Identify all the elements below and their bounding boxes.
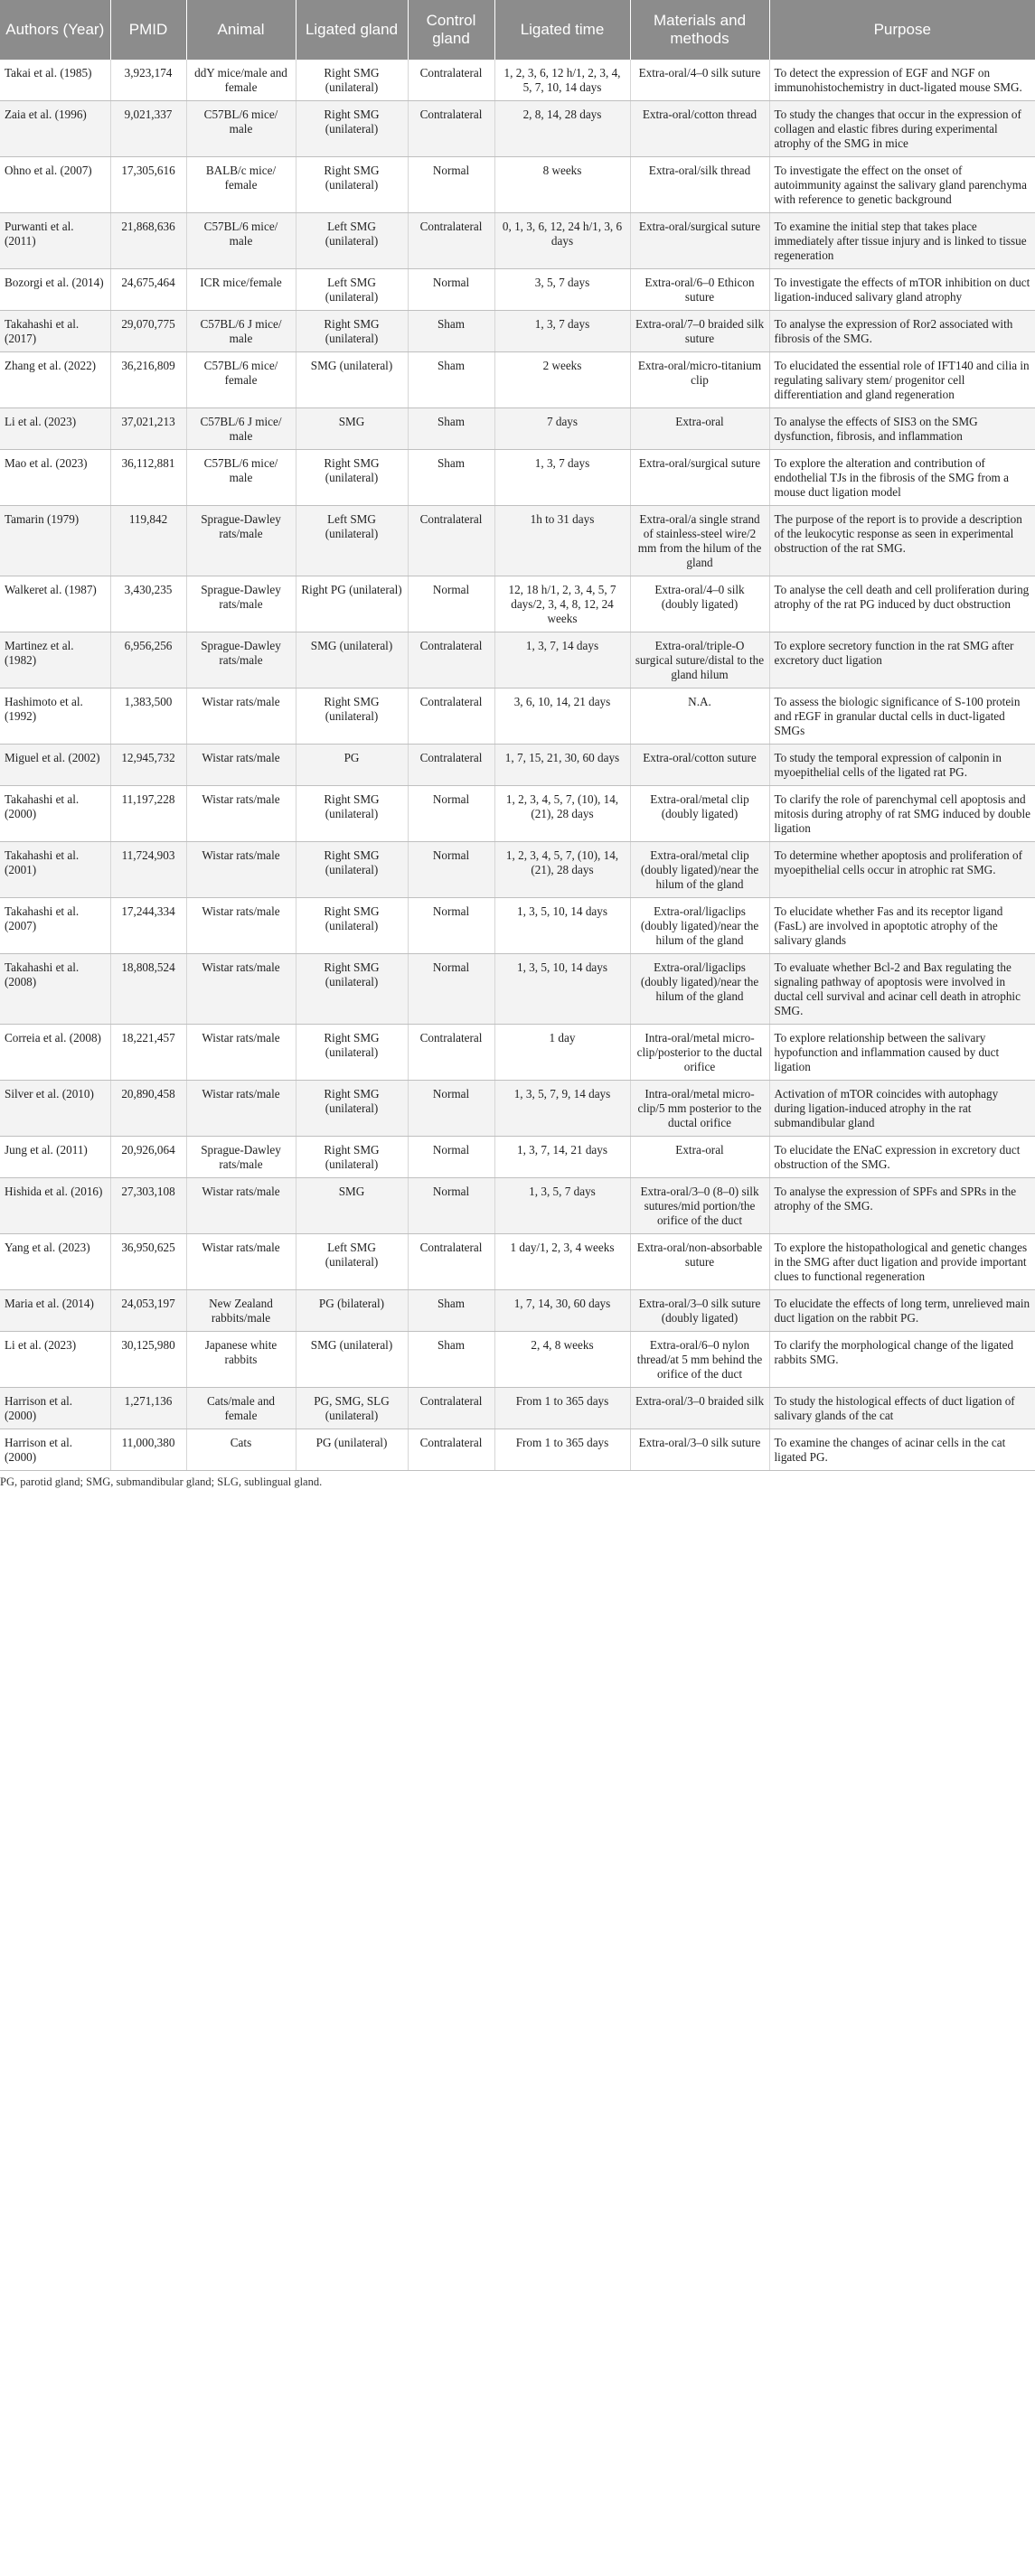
table-row	[0, 898, 1035, 954]
cell-authors-year: Martinez et al. (1982)	[0, 632, 110, 688]
cell-materials-and-methods: Extra-oral/ligaclips (doubly ligated)/near the hilum of the gland	[630, 954, 769, 1025]
table-row	[0, 842, 1035, 898]
cell-ligated-gland: Right SMG (unilateral)	[296, 60, 408, 101]
cell-purpose: To elucidate the effects of long term, unrelieved main duct ligation on the rabbit PG.	[769, 1290, 1035, 1332]
table-row	[0, 352, 1035, 408]
cell-control-gland: Contralateral	[408, 101, 494, 157]
cell-materials-and-methods: Extra-oral/cotton suture	[630, 745, 769, 786]
cell-purpose: To elucidate the ENaC expression in excretory duct obstruction of the SMG.	[769, 1137, 1035, 1178]
cell-animal: C57BL/6 mice/ male	[186, 101, 296, 157]
cell-ligated-time: 1 day/1, 2, 3, 4 weeks	[494, 1234, 630, 1290]
table-row	[0, 688, 1035, 745]
cell-ligated-gland: Right SMG (unilateral)	[296, 842, 408, 898]
cell-pmid: 11,197,228	[110, 786, 186, 842]
cell-control-gland: Contralateral	[408, 506, 494, 576]
cell-purpose: To assess the biologic significance of S-100 protein and rEGF in granular ductal cells in duct-ligated SMGs	[769, 688, 1035, 745]
cell-authors-year: Tamarin (1979)	[0, 506, 110, 576]
cell-animal: New Zealand rabbits/male	[186, 1290, 296, 1332]
cell-purpose: To analyse the expression of Ror2 associated with fibrosis of the SMG.	[769, 311, 1035, 352]
cell-ligated-gland: Right SMG (unilateral)	[296, 786, 408, 842]
cell-purpose: To elucidated the essential role of IFT140 and cilia in regulating salivary stem/ progenitor cell differentiation and gland regeneration	[769, 352, 1035, 408]
cell-materials-and-methods: Extra-oral/3–0 silk suture	[630, 1429, 769, 1471]
cell-control-gland: Normal	[408, 786, 494, 842]
cell-authors-year: Harrison et al. (2000)	[0, 1429, 110, 1471]
cell-purpose: To investigate the effects of mTOR inhibition on duct ligation-induced salivary gland atrophy	[769, 269, 1035, 311]
cell-ligated-gland: Right SMG (unilateral)	[296, 311, 408, 352]
cell-authors-year: Jung et al. (2011)	[0, 1137, 110, 1178]
cell-control-gland: Sham	[408, 408, 494, 450]
cell-animal: Sprague-Dawley rats/male	[186, 576, 296, 632]
cell-ligated-gland: PG	[296, 745, 408, 786]
cell-pmid: 1,271,136	[110, 1388, 186, 1429]
cell-pmid: 119,842	[110, 506, 186, 576]
cell-control-gland: Sham	[408, 1332, 494, 1388]
cell-animal: C57BL/6 J mice/ male	[186, 408, 296, 450]
cell-pmid: 27,303,108	[110, 1178, 186, 1234]
header-ligated-gland: Ligated gland	[296, 0, 408, 60]
table-row	[0, 101, 1035, 157]
cell-ligated-gland: SMG (unilateral)	[296, 352, 408, 408]
cell-pmid: 18,221,457	[110, 1025, 186, 1081]
table-row	[0, 1388, 1035, 1429]
cell-purpose: To study the histological effects of duct ligation of salivary glands of the cat	[769, 1388, 1035, 1429]
table-row	[0, 1332, 1035, 1388]
cell-animal: Sprague-Dawley rats/male	[186, 632, 296, 688]
cell-animal: Wistar rats/male	[186, 786, 296, 842]
cell-materials-and-methods: Extra-oral/ligaclips (doubly ligated)/near the hilum of the gland	[630, 898, 769, 954]
cell-purpose: To analyse the effects of SIS3 on the SMG dysfunction, fibrosis, and inflammation	[769, 408, 1035, 450]
cell-animal: Wistar rats/male	[186, 1081, 296, 1137]
cell-authors-year: Hishida et al. (2016)	[0, 1178, 110, 1234]
cell-ligated-gland: Right SMG (unilateral)	[296, 101, 408, 157]
table-row	[0, 157, 1035, 213]
cell-ligated-time: 7 days	[494, 408, 630, 450]
cell-ligated-time: 1, 3, 7, 14, 21 days	[494, 1137, 630, 1178]
cell-materials-and-methods: Intra-oral/metal micro-clip/posterior to the ductal orifice	[630, 1025, 769, 1081]
cell-authors-year: Hashimoto et al. (1992)	[0, 688, 110, 745]
cell-purpose: To clarify the role of parenchymal cell apoptosis and mitosis during atrophy of rat SMG induced by double ligation	[769, 786, 1035, 842]
cell-control-gland: Sham	[408, 352, 494, 408]
table-row	[0, 311, 1035, 352]
cell-ligated-time: From 1 to 365 days	[494, 1388, 630, 1429]
cell-purpose: To explore the alteration and contribution of endothelial TJs in the fibrosis of the SMG from a mouse duct ligation model	[769, 450, 1035, 506]
cell-pmid: 24,053,197	[110, 1290, 186, 1332]
header-ligated-time: Ligated time	[494, 0, 630, 60]
cell-ligated-time: 1, 3, 5, 7, 9, 14 days	[494, 1081, 630, 1137]
header-animal: Animal	[186, 0, 296, 60]
cell-authors-year: Mao et al. (2023)	[0, 450, 110, 506]
cell-animal: C57BL/6 mice/ male	[186, 213, 296, 269]
header-pmid: PMID	[110, 0, 186, 60]
cell-pmid: 36,950,625	[110, 1234, 186, 1290]
cell-ligated-gland: Right SMG (unilateral)	[296, 157, 408, 213]
cell-pmid: 36,112,881	[110, 450, 186, 506]
cell-control-gland: Contralateral	[408, 1234, 494, 1290]
cell-materials-and-methods: Extra-oral/cotton thread	[630, 101, 769, 157]
cell-animal: Wistar rats/male	[186, 1178, 296, 1234]
cell-ligated-gland: SMG	[296, 1178, 408, 1234]
table-footnote: PG, parotid gland; SMG, submandibular gland; SLG, sublingual gland.	[0, 1475, 323, 1488]
cell-animal: C57BL/6 mice/ female	[186, 352, 296, 408]
cell-ligated-time: 1, 3, 7, 14 days	[494, 632, 630, 688]
cell-ligated-time: 1, 2, 3, 4, 5, 7, (10), 14, (21), 28 days	[494, 842, 630, 898]
cell-purpose: To examine the changes of acinar cells in the cat ligated PG.	[769, 1429, 1035, 1471]
table-row	[0, 213, 1035, 269]
cell-authors-year: Walkeret al. (1987)	[0, 576, 110, 632]
header-authors-year: Authors (Year)	[0, 0, 110, 60]
cell-control-gland: Normal	[408, 576, 494, 632]
cell-control-gland: Normal	[408, 269, 494, 311]
cell-purpose: To analyse the cell death and cell proliferation during atrophy of the rat PG induced by duct obstruction	[769, 576, 1035, 632]
table-row	[0, 576, 1035, 632]
cell-authors-year: Yang et al. (2023)	[0, 1234, 110, 1290]
cell-ligated-gland: Right PG (unilateral)	[296, 576, 408, 632]
cell-ligated-gland: Right SMG (unilateral)	[296, 898, 408, 954]
cell-pmid: 20,926,064	[110, 1137, 186, 1178]
table-row	[0, 408, 1035, 450]
cell-materials-and-methods: Extra-oral/a single strand of stainless-steel wire/2 mm from the hilum of the gland	[630, 506, 769, 576]
cell-ligated-time: 1, 2, 3, 4, 5, 7, (10), 14, (21), 28 days	[494, 786, 630, 842]
cell-animal: BALB/c mice/ female	[186, 157, 296, 213]
cell-animal: Wistar rats/male	[186, 1234, 296, 1290]
table-row	[0, 1025, 1035, 1081]
cell-animal: C57BL/6 J mice/ male	[186, 311, 296, 352]
cell-materials-and-methods: Extra-oral	[630, 1137, 769, 1178]
cell-purpose: To explore the histopathological and genetic changes in the SMG after duct ligation and provide important clues to functional regeneration	[769, 1234, 1035, 1290]
cell-ligated-time: 3, 6, 10, 14, 21 days	[494, 688, 630, 745]
cell-purpose: To evaluate whether Bcl-2 and Bax regulating the signaling pathway of apoptosis were involved in ductal cell survival and acinar cell death in atrophic SMG.	[769, 954, 1035, 1025]
cell-animal: Sprague-Dawley rats/male	[186, 506, 296, 576]
cell-pmid: 17,305,616	[110, 157, 186, 213]
cell-authors-year: Takahashi et al. (2017)	[0, 311, 110, 352]
cell-materials-and-methods: Extra-oral/3–0 silk suture (doubly ligated)	[630, 1290, 769, 1332]
cell-pmid: 11,724,903	[110, 842, 186, 898]
header-row	[0, 0, 1035, 60]
cell-purpose: To explore secretory function in the rat SMG after excretory duct ligation	[769, 632, 1035, 688]
cell-ligated-gland: Left SMG (unilateral)	[296, 213, 408, 269]
cell-pmid: 1,383,500	[110, 688, 186, 745]
table-row	[0, 1429, 1035, 1471]
cell-ligated-time: 1, 3, 7 days	[494, 311, 630, 352]
cell-pmid: 11,000,380	[110, 1429, 186, 1471]
cell-control-gland: Sham	[408, 311, 494, 352]
cell-animal: Cats/male and female	[186, 1388, 296, 1429]
cell-authors-year: Takahashi et al. (2008)	[0, 954, 110, 1025]
table-row	[0, 1290, 1035, 1332]
cell-authors-year: Takahashi et al. (2001)	[0, 842, 110, 898]
cell-materials-and-methods: Extra-oral/3–0 (8–0) silk sutures/mid portion/the orifice of the duct	[630, 1178, 769, 1234]
cell-ligated-gland: Right SMG (unilateral)	[296, 1137, 408, 1178]
cell-materials-and-methods: Extra-oral/6–0 nylon thread/at 5 mm behind the orifice of the duct	[630, 1332, 769, 1388]
cell-authors-year: Li et al. (2023)	[0, 1332, 110, 1388]
cell-pmid: 18,808,524	[110, 954, 186, 1025]
cell-pmid: 37,021,213	[110, 408, 186, 450]
cell-purpose: To analyse the expression of SPFs and SPRs in the atrophy of the SMG.	[769, 1178, 1035, 1234]
cell-animal: ICR mice/female	[186, 269, 296, 311]
cell-pmid: 12,945,732	[110, 745, 186, 786]
cell-ligated-gland: Left SMG (unilateral)	[296, 506, 408, 576]
cell-ligated-time: 1 day	[494, 1025, 630, 1081]
cell-purpose: To detect the expression of EGF and NGF on immunohistochemistry in duct-ligated mouse SMG.	[769, 60, 1035, 101]
cell-materials-and-methods: Extra-oral/surgical suture	[630, 450, 769, 506]
cell-animal: Wistar rats/male	[186, 688, 296, 745]
cell-materials-and-methods: Extra-oral/micro-titanium clip	[630, 352, 769, 408]
cell-authors-year: Ohno et al. (2007)	[0, 157, 110, 213]
table-row	[0, 1081, 1035, 1137]
cell-ligated-gland: PG, SMG, SLG (unilateral)	[296, 1388, 408, 1429]
cell-pmid: 3,923,174	[110, 60, 186, 101]
cell-ligated-gland: Right SMG (unilateral)	[296, 954, 408, 1025]
cell-ligated-gland: PG (bilateral)	[296, 1290, 408, 1332]
cell-pmid: 24,675,464	[110, 269, 186, 311]
header-control-gland: Control gland	[408, 0, 494, 60]
cell-ligated-gland: SMG (unilateral)	[296, 632, 408, 688]
cell-materials-and-methods: Extra-oral/4–0 silk suture	[630, 60, 769, 101]
cell-control-gland: Normal	[408, 842, 494, 898]
table-row	[0, 450, 1035, 506]
cell-purpose: To determine whether apoptosis and proliferation of myoepithelial cells occur in atrophic rat SMG.	[769, 842, 1035, 898]
cell-ligated-time: 1, 2, 3, 6, 12 h/1, 2, 3, 4, 5, 7, 10, 14 days	[494, 60, 630, 101]
cell-materials-and-methods: Extra-oral/3–0 braided silk	[630, 1388, 769, 1429]
table-row	[0, 745, 1035, 786]
cell-ligated-gland: Left SMG (unilateral)	[296, 1234, 408, 1290]
table-row	[0, 1178, 1035, 1234]
table-row	[0, 1137, 1035, 1178]
cell-ligated-time: 3, 5, 7 days	[494, 269, 630, 311]
cell-materials-and-methods: Extra-oral/triple-O surgical suture/distal to the gland hilum	[630, 632, 769, 688]
cell-ligated-gland: SMG (unilateral)	[296, 1332, 408, 1388]
cell-animal: Wistar rats/male	[186, 1025, 296, 1081]
cell-pmid: 20,890,458	[110, 1081, 186, 1137]
cell-authors-year: Harrison et al. (2000)	[0, 1388, 110, 1429]
cell-materials-and-methods: N.A.	[630, 688, 769, 745]
cell-ligated-time: 0, 1, 3, 6, 12, 24 h/1, 3, 6 days	[494, 213, 630, 269]
cell-purpose: To examine the initial step that takes place immediately after tissue injury and is linked to tissue regeneration	[769, 213, 1035, 269]
cell-ligated-time: 2, 4, 8 weeks	[494, 1332, 630, 1388]
cell-control-gland: Normal	[408, 1081, 494, 1137]
cell-pmid: 30,125,980	[110, 1332, 186, 1388]
table-row	[0, 506, 1035, 576]
cell-materials-and-methods: Extra-oral	[630, 408, 769, 450]
cell-animal: Sprague-Dawley rats/male	[186, 1137, 296, 1178]
cell-purpose: Activation of mTOR coincides with autophagy during ligation-induced atrophy in the rat submandibular gland	[769, 1081, 1035, 1137]
cell-control-gland: Normal	[408, 157, 494, 213]
cell-ligated-time: 1, 3, 5, 10, 14 days	[494, 898, 630, 954]
cell-control-gland: Contralateral	[408, 688, 494, 745]
cell-pmid: 3,430,235	[110, 576, 186, 632]
cell-ligated-time: 1, 3, 7 days	[494, 450, 630, 506]
cell-materials-and-methods: Extra-oral/surgical suture	[630, 213, 769, 269]
cell-materials-and-methods: Extra-oral/metal clip (doubly ligated)	[630, 786, 769, 842]
cell-materials-and-methods: Extra-oral/7–0 braided silk suture	[630, 311, 769, 352]
cell-ligated-time: 1, 7, 15, 21, 30, 60 days	[494, 745, 630, 786]
cell-pmid: 36,216,809	[110, 352, 186, 408]
cell-control-gland: Sham	[408, 1290, 494, 1332]
header-purpose: Purpose	[769, 0, 1035, 60]
cell-pmid: 9,021,337	[110, 101, 186, 157]
cell-authors-year: Bozorgi et al. (2014)	[0, 269, 110, 311]
table-row	[0, 632, 1035, 688]
cell-pmid: 17,244,334	[110, 898, 186, 954]
cell-authors-year: Li et al. (2023)	[0, 408, 110, 450]
table-row	[0, 269, 1035, 311]
cell-animal: Wistar rats/male	[186, 954, 296, 1025]
cell-authors-year: Miguel et al. (2002)	[0, 745, 110, 786]
cell-ligated-gland: Right SMG (unilateral)	[296, 688, 408, 745]
cell-authors-year: Takahashi et al. (2007)	[0, 898, 110, 954]
cell-purpose: To study the temporal expression of calponin in myoepithelial cells of the ligated rat PG.	[769, 745, 1035, 786]
table-header	[0, 0, 1035, 60]
cell-authors-year: Takahashi et al. (2000)	[0, 786, 110, 842]
table-body	[0, 60, 1035, 1471]
cell-ligated-gland: Right SMG (unilateral)	[296, 450, 408, 506]
cell-ligated-time: 8 weeks	[494, 157, 630, 213]
cell-pmid: 6,956,256	[110, 632, 186, 688]
cell-pmid: 21,868,636	[110, 213, 186, 269]
cell-control-gland: Contralateral	[408, 1429, 494, 1471]
cell-control-gland: Sham	[408, 450, 494, 506]
table-row	[0, 786, 1035, 842]
cell-authors-year: Zaia et al. (1996)	[0, 101, 110, 157]
cell-ligated-gland: Right SMG (unilateral)	[296, 1025, 408, 1081]
cell-ligated-gland: Right SMG (unilateral)	[296, 1081, 408, 1137]
cell-materials-and-methods: Extra-oral/silk thread	[630, 157, 769, 213]
cell-animal: Wistar rats/male	[186, 745, 296, 786]
cell-materials-and-methods: Extra-oral/non-absorbable suture	[630, 1234, 769, 1290]
table-row	[0, 60, 1035, 101]
cell-ligated-gland: Left SMG (unilateral)	[296, 269, 408, 311]
table-row	[0, 954, 1035, 1025]
cell-authors-year: Zhang et al. (2022)	[0, 352, 110, 408]
cell-control-gland: Normal	[408, 954, 494, 1025]
cell-control-gland: Contralateral	[408, 1025, 494, 1081]
cell-control-gland: Contralateral	[408, 632, 494, 688]
cell-control-gland: Contralateral	[408, 745, 494, 786]
cell-animal: Wistar rats/male	[186, 898, 296, 954]
cell-ligated-time: From 1 to 365 days	[494, 1429, 630, 1471]
cell-materials-and-methods: Extra-oral/6–0 Ethicon suture	[630, 269, 769, 311]
cell-materials-and-methods: Extra-oral/4–0 silk (doubly ligated)	[630, 576, 769, 632]
cell-materials-and-methods: Extra-oral/metal clip (doubly ligated)/near the hilum of the gland	[630, 842, 769, 898]
cell-purpose: To investigate the effect on the onset of autoimmunity against the salivary gland parenchyma with reference to genetic background	[769, 157, 1035, 213]
cell-ligated-time: 1, 3, 5, 7 days	[494, 1178, 630, 1234]
cell-purpose: To elucidate whether Fas and its receptor ligand (FasL) are involved in apoptotic atrophy of the salivary glands	[769, 898, 1035, 954]
cell-animal: Cats	[186, 1429, 296, 1471]
cell-control-gland: Contralateral	[408, 1388, 494, 1429]
cell-purpose: To explore relationship between the salivary hypofunction and inflammation caused by duct ligation	[769, 1025, 1035, 1081]
table-row	[0, 1234, 1035, 1290]
header-materials-and-methods: Materials and methods	[630, 0, 769, 60]
cell-control-gland: Normal	[408, 1178, 494, 1234]
cell-authors-year: Silver et al. (2010)	[0, 1081, 110, 1137]
cell-ligated-time: 2, 8, 14, 28 days	[494, 101, 630, 157]
cell-ligated-time: 2 weeks	[494, 352, 630, 408]
cell-pmid: 29,070,775	[110, 311, 186, 352]
cell-animal: C57BL/6 mice/ male	[186, 450, 296, 506]
cell-authors-year: Purwanti et al. (2011)	[0, 213, 110, 269]
cell-purpose: To study the changes that occur in the expression of collagen and elastic fibres during experimental atrophy of the SMG in mice	[769, 101, 1035, 157]
cell-ligated-gland: SMG	[296, 408, 408, 450]
cell-authors-year: Correia et al. (2008)	[0, 1025, 110, 1081]
cell-ligated-time: 1h to 31 days	[494, 506, 630, 576]
cell-ligated-gland: PG (unilateral)	[296, 1429, 408, 1471]
cell-purpose: The purpose of the report is to provide a description of the leukocytic response as seen in experimental obstruction of the rat SMG.	[769, 506, 1035, 576]
cell-purpose: To clarify the morphological change of the ligated rabbits SMG.	[769, 1332, 1035, 1388]
cell-animal: Wistar rats/male	[186, 842, 296, 898]
cell-animal: Japanese white rabbits	[186, 1332, 296, 1388]
cell-ligated-time: 12, 18 h/1, 2, 3, 4, 5, 7 days/2, 3, 4, 8, 12, 24 weeks	[494, 576, 630, 632]
cell-control-gland: Normal	[408, 1137, 494, 1178]
cell-control-gland: Contralateral	[408, 60, 494, 101]
cell-authors-year: Maria et al. (2014)	[0, 1290, 110, 1332]
cell-ligated-time: 1, 3, 5, 10, 14 days	[494, 954, 630, 1025]
cell-authors-year: Takai et al. (1985)	[0, 60, 110, 101]
cell-control-gland: Normal	[408, 898, 494, 954]
cell-materials-and-methods: Intra-oral/metal micro-clip/5 mm posterior to the ductal orifice	[630, 1081, 769, 1137]
cell-control-gland: Contralateral	[408, 213, 494, 269]
cell-animal: ddY mice/male and female	[186, 60, 296, 101]
cell-ligated-time: 1, 7, 14, 30, 60 days	[494, 1290, 630, 1332]
